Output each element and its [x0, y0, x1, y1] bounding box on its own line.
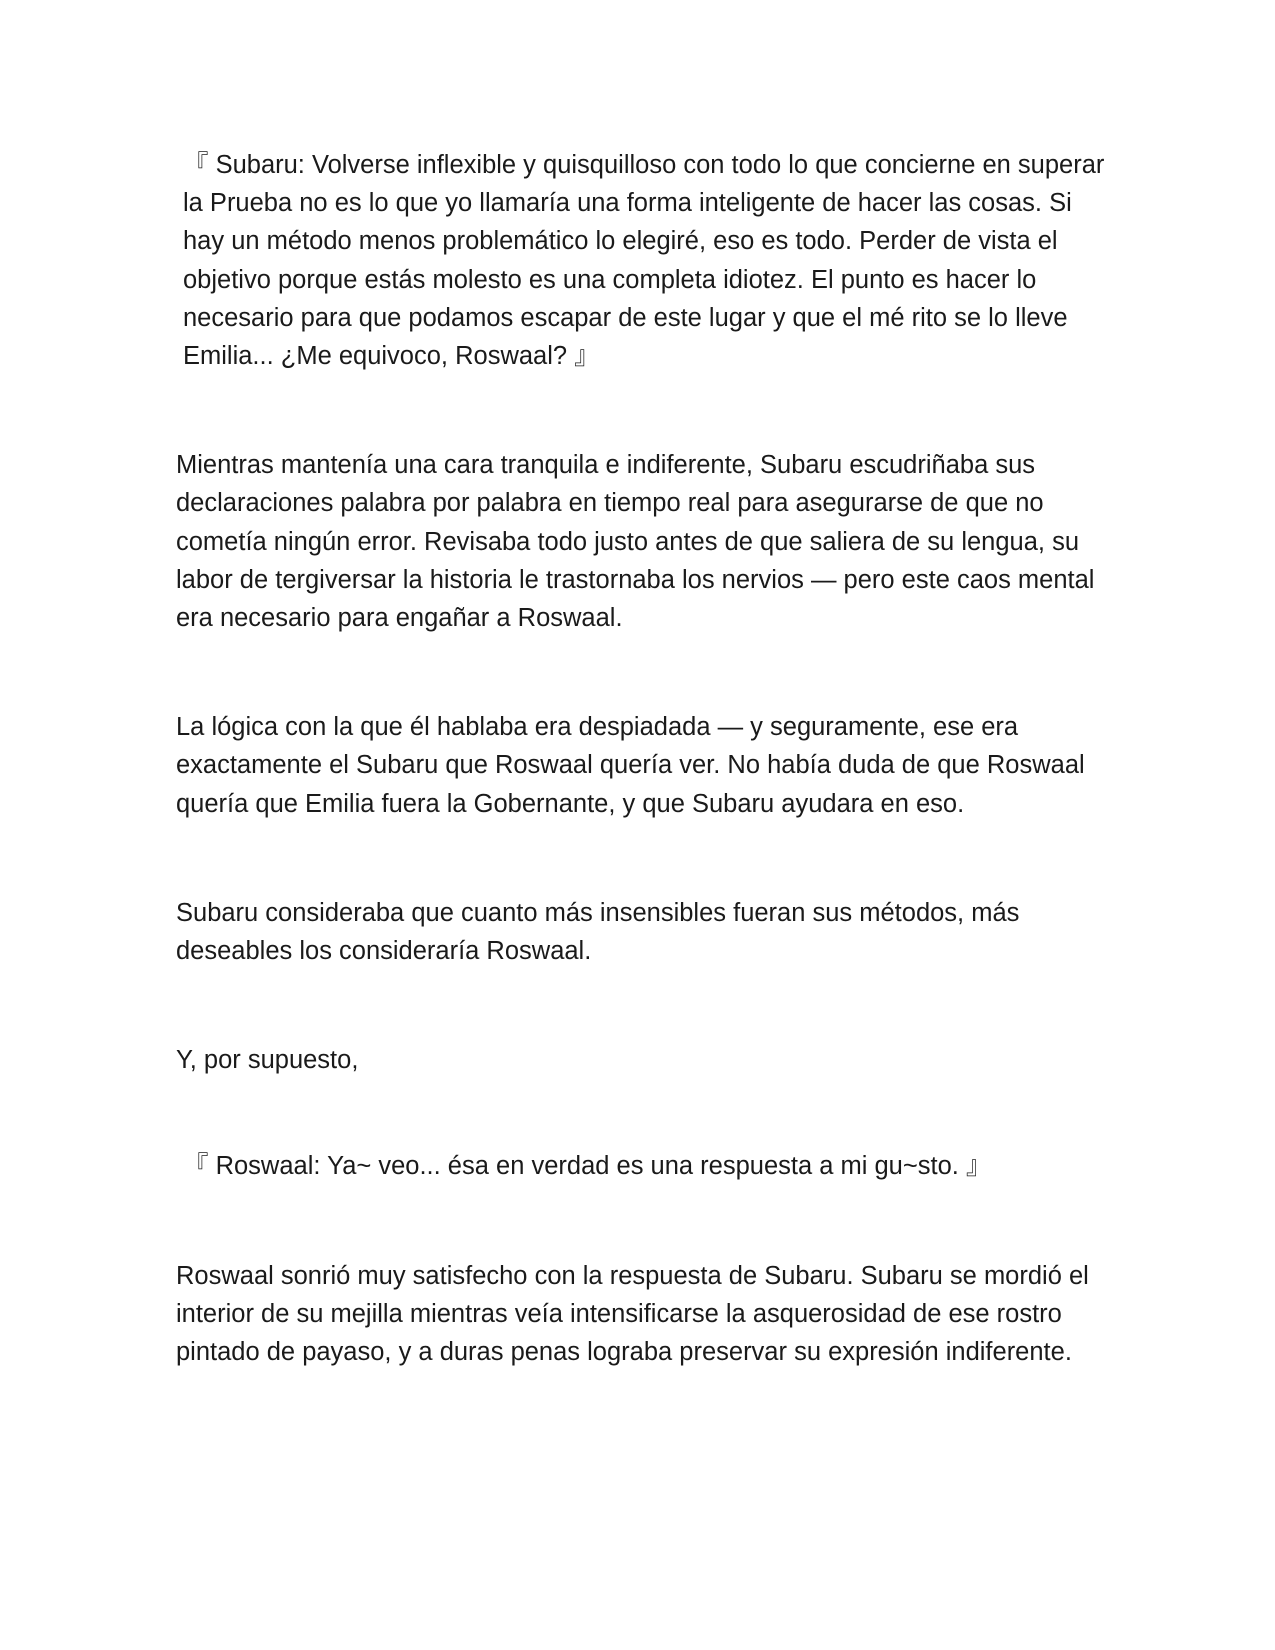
dialogue-roswaal: 『 Roswaal: Ya~ veo... ésa en verdad es una respuesta a mi gu~sto. 』 [183, 1152, 992, 1181]
narration-paragraph: La lógica con la que él hablaba era despiadada — y seguramente, ese era exactamente el Subaru que Roswaal quería ver. No había duda de que Roswaal quería que Emilia fuera la Gobernante, y que Subaru ayudara en eso. [176, 713, 1085, 818]
narration-paragraph: Y, por supuesto, [176, 1046, 359, 1075]
dialogue-subaru: 『 Subaru: Volverse inflexible y quisquilloso con todo lo que concierne en superar la Prueba no es lo que yo llamaría una forma inteligente de hacer las cosas. Si hay un método menos problemático lo elegiré, eso es todo. Perder de vista el objetivo porque estás molesto es una completa idiotez. El punto es hacer lo necesario para que podamos escapar de este lugar y que el mé rito se lo lleve Emilia... ¿Me equivoco, Roswaal? 』 [183, 151, 1105, 371]
narration-paragraph: Mientras mantenía una cara tranquila e indiferente, Subaru escudriñaba sus declaraciones palabra por palabra en tiempo real para asegurarse de que no cometía ningún error. Revisaba todo justo antes de que saliera de su lengua, su labor de tergiversar la historia le trastornaba los nervios — pero este caos mental era necesario para engañar a Roswaal. [176, 451, 1095, 633]
document-body [176, 146, 1106, 1442]
narration-paragraph: Roswaal sonrió muy satisfecho con la respuesta de Subaru. Subaru se mordió el interior de su mejilla mientras veía intensificarse la asquerosidad de ese rostro pintado de payaso, y a duras penas lograba preservar su expresión indiferente. [176, 1261, 1089, 1367]
narration-paragraph: Subaru consideraba que cuanto más insensibles fueran sus métodos, más deseables los consideraría Roswaal. [176, 898, 1020, 966]
